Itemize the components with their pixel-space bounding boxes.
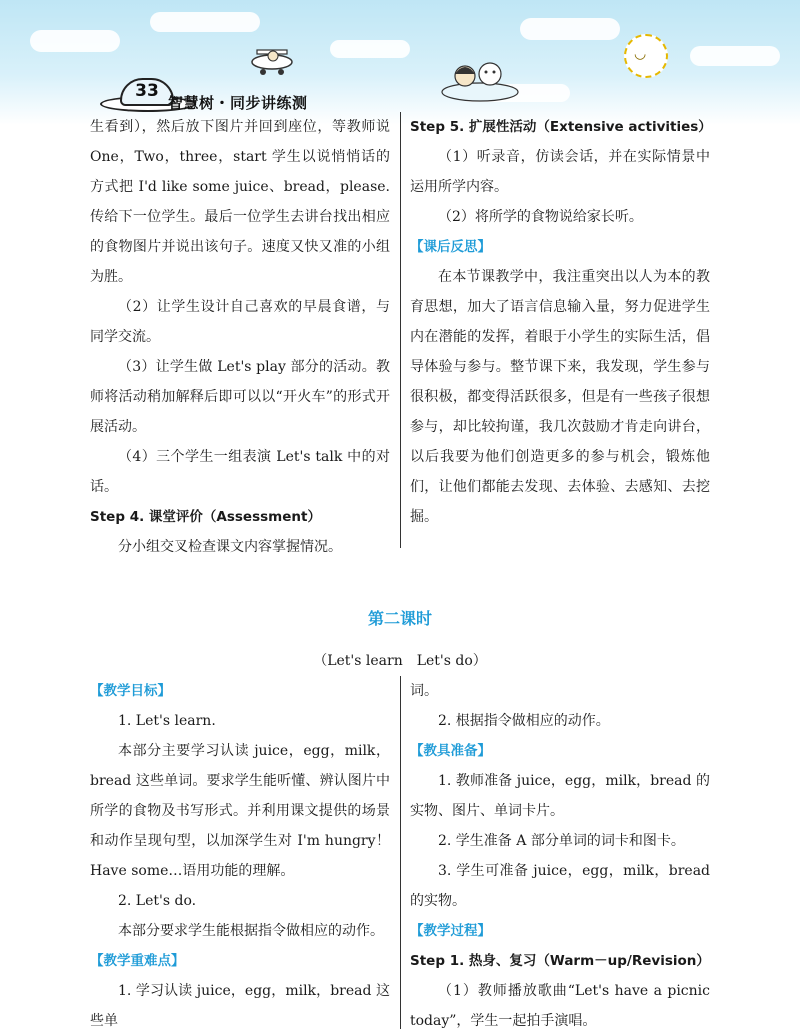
series-title: 智慧树・同步讲练测: [168, 94, 308, 112]
section-tag: 【教学目标】: [90, 683, 171, 699]
paragraph: （1）听录音，仿读会话，并在实际情景中运用所学内容。: [410, 149, 710, 195]
cloud-decoration: [690, 46, 780, 66]
list-item: 2. 根据指令做相应的动作。: [438, 713, 610, 729]
paragraph: （2）将所学的食物说给家长听。: [438, 209, 643, 225]
page-number-badge: [120, 78, 174, 106]
list-item: 1. Let's learn.: [118, 713, 216, 729]
paragraph: 词。: [410, 683, 438, 699]
cloud-decoration: [520, 18, 620, 40]
list-item: 2. Let's do.: [118, 893, 197, 909]
lesson-subtitle: （Let's learn Let's do）: [313, 653, 487, 669]
section-tag: 【教学过程】: [410, 923, 491, 939]
lesson-title: 第二课时: [367, 609, 432, 628]
step-heading: Step 5. 扩展性活动（Extensive activities）: [410, 119, 712, 135]
paragraph: （3）让学生做 Let's play 部分的活动。教师将活动稍加解释后即可以以“开火车”的形式开展活动。: [90, 359, 390, 435]
cloud-decoration: [150, 12, 260, 32]
cloud-decoration: [30, 30, 120, 52]
page-number: 33: [135, 81, 159, 101]
list-item: 3. 学生可准备 juice，egg，milk，bread 的实物。: [410, 863, 710, 909]
section-tag: 【教学重难点】: [90, 953, 185, 969]
paragraph: （1）教师播放歌曲“Let's have a picnic today”，学生一起拍手演唱。: [410, 983, 710, 1029]
paragraph: 生看到），然后放下图片并回到座位，等教师说One，Two，three，start 学生以说悄悄话的方式把 I'd like some juice、bread，please. 传给下一位学生。最后一位学生去讲台找出相应的食物图片并说出该句子。速度又快又准的小组为胜。: [90, 119, 390, 285]
top-left-column: [90, 112, 390, 562]
header-banner: [0, 0, 800, 125]
list-item: 1. 学习认读 juice，egg，milk，bread 这些单: [90, 983, 390, 1029]
sun-icon: ◡: [624, 34, 668, 78]
children-icon: [440, 56, 520, 102]
section-tag: 【课后反思】: [410, 239, 491, 255]
column-divider: [400, 112, 401, 548]
section-tag: 【教具准备】: [410, 743, 491, 759]
step-heading: Step 4. 课堂评价（Assessment）: [90, 509, 321, 525]
bottom-left-column: [90, 676, 390, 1036]
step-heading: Step 1. 热身、复习（Warm－up/Revision）: [410, 953, 710, 969]
paragraph: 本部分要求学生能根据指令做相应的动作。: [118, 923, 384, 939]
paragraph: 分小组交叉检查课文内容掌握情况。: [118, 539, 342, 555]
paragraph: 本部分主要学习认读 juice，egg，milk，bread 这些单词。要求学生能听懂、辨认图片中所学的食物及书写形式。并利用课文提供的场景和动作呈现句型，以加深学生对 I'm hungry！ Have some…语用功能的理解。: [90, 743, 390, 879]
list-item: 2. 学生准备 A 部分单词的词卡和图卡。: [438, 833, 685, 849]
paragraph: （2）让学生设计自己喜欢的早晨食谱，与同学交流。: [90, 299, 390, 345]
column-divider: [400, 676, 401, 1029]
airplane-icon: [243, 46, 301, 76]
cloud-decoration: [330, 40, 410, 58]
paragraph: 在本节课教学中，我注重突出以人为本的教育思想，加大了语言信息输入量，努力促进学生内在潜能的发挥，着眼于小学生的实际生活，倡导体验与参与。整节课下来，我发现，学生参与很积极，都变得活跃很多，但是有一些孩子很想参与，却比较拘谨，我几次鼓励才肯走向讲台，以后我要为他们创造更多的参与机会，锻炼他们，让他们都能去发现、去体验、去感知、去挖掘。: [410, 269, 710, 525]
bottom-right-column: [410, 676, 710, 1036]
top-right-column: [410, 112, 710, 532]
paragraph: （4）三个学生一组表演 Let's talk 中的对话。: [90, 449, 390, 495]
list-item: 1. 教师准备 juice，egg，milk，bread 的实物、图片、单词卡片。: [410, 773, 710, 819]
